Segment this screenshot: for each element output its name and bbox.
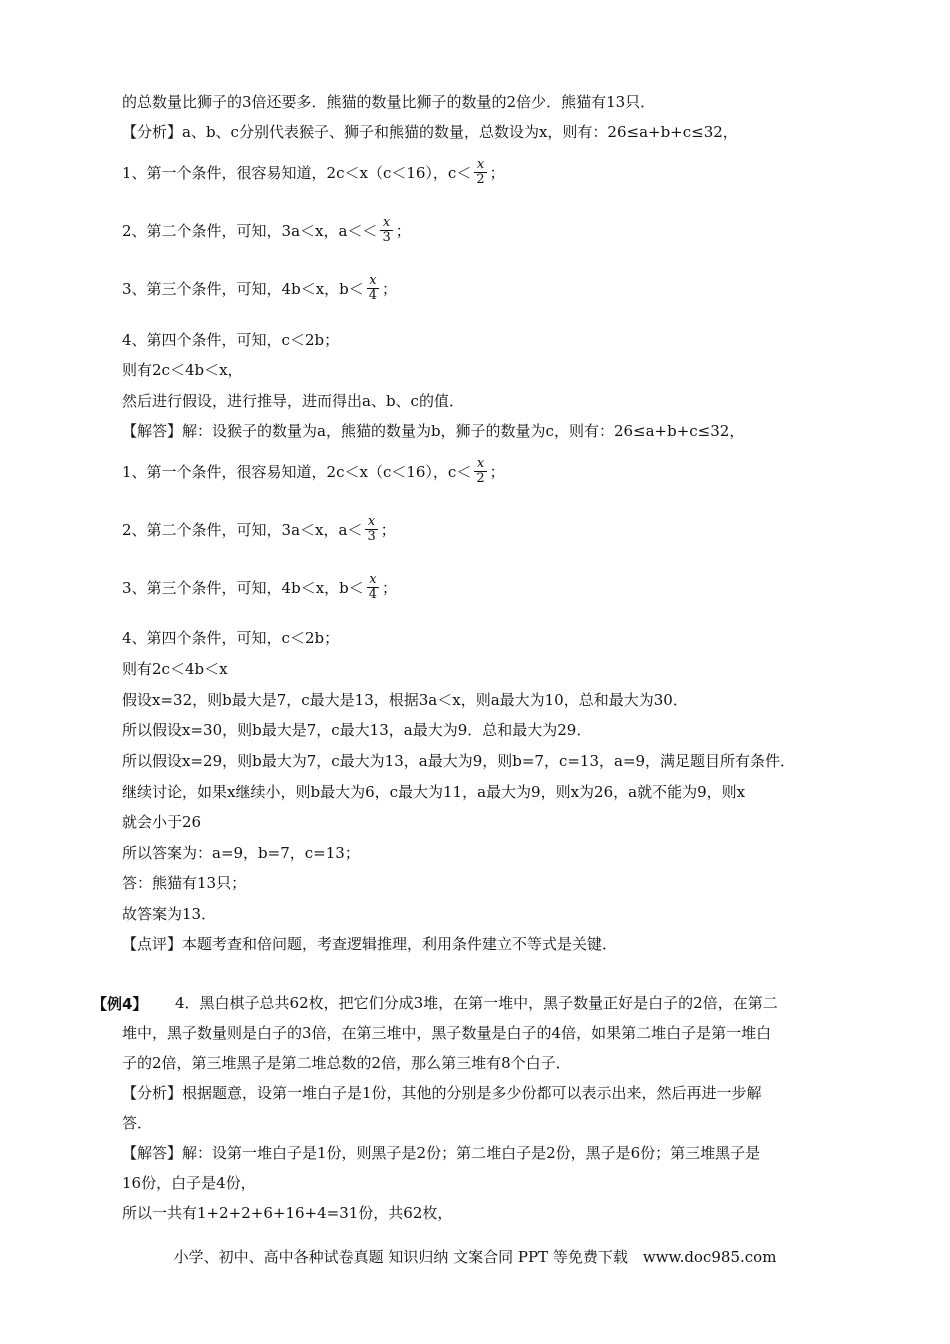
- text-line: 所以一共有1+2+2+6+16+4=31份，共62枚，: [122, 1204, 453, 1222]
- text-line: 假设x=32，则b最大是7，c最大是13，根据3a＜x，则a最大为10，总和最大为30．: [122, 691, 688, 709]
- condition-punct: ；: [489, 164, 505, 182]
- fraction: $\frac{x}{4}$: [368, 572, 378, 602]
- fraction: $\frac{x}{3}$: [367, 514, 376, 544]
- condition-text: 1、第一个条件，很容易知道，2c＜x（c＜16），c＜: [122, 463, 472, 481]
- text-line: 继续讨论，如果x继续小，则b最大为6，c最大为11，a最大为9，则x为26，a就不能为9，则x: [122, 783, 746, 801]
- analysis-heading-line: 【分析】a、b、c分别代表猴子、狮子和熊猫的数量，总数设为x，则有：26≤a+b+c≤32，: [122, 123, 738, 141]
- condition-text: 3、第三个条件，可知，4b＜x，b＜: [122, 579, 364, 597]
- text-line: 4．黑白棋子总共62枚，把它们分成3堆，在第一堆中，黑子数量正好是白子的2倍，在第二: [175, 994, 778, 1012]
- text-line: 就会小于26: [122, 813, 202, 831]
- analysis-condition-1: [122, 158, 505, 187]
- text-line: 【分析】根据题意，设第一堆白子是1份，其他的分别是多少份都可以表示出来，然后再进一步解: [122, 1084, 762, 1102]
- condition-text: 1、第一个条件，很容易知道，2c＜x（c＜16），c＜: [122, 164, 472, 182]
- text-line: 所以假设x=29，则b最大为7，c最大为13，a最大为9，则b=7，c=13，a=9，满足题目所有条件．: [122, 752, 796, 770]
- text-line: 【解答】解：设第一堆白子是1份，则黑子是2份；第二堆白子是2份，黑子是6份；第三堆黑子是: [122, 1144, 761, 1162]
- analysis-condition-2: [122, 216, 411, 245]
- text-line: 的总数量比狮子的3倍还要多．熊猫的数量比狮子的数量的2倍少．熊猫有13只．: [122, 93, 656, 111]
- answer-condition-2: [122, 515, 396, 544]
- page-footer: 小学、初中、高中各种试卷真题 知识归纳 文案合同 PPT 等免费下载 www.doc985.com: [173, 1248, 777, 1266]
- text-line: 子的2倍，第三堆黑子是第二堆总数的2倍，那么第三堆有8个白子．: [122, 1054, 571, 1072]
- text-line: 16份，白子是4份，: [122, 1174, 256, 1192]
- text-line: 答．: [122, 1114, 153, 1132]
- fraction: $\frac{x}{4}$: [368, 273, 378, 303]
- condition-punct: ；: [489, 463, 505, 481]
- text-line: 故答案为13．: [122, 905, 217, 923]
- condition-punct: ；: [380, 521, 396, 539]
- text-line: 4、第四个条件，可知，c＜2b；: [122, 331, 340, 349]
- condition-punct: ；: [395, 222, 411, 240]
- condition-text: 3、第三个条件，可知，4b＜x，b＜: [122, 280, 364, 298]
- fraction: $\frac{x}{2}$: [476, 157, 485, 187]
- solution-heading-line: 【解答】解：设猴子的数量为a，熊猫的数量为b，狮子的数量为c，则有：26≤a+b+c≤32，: [122, 422, 745, 440]
- text-line: 堆中，黑子数量则是白子的3倍，在第三堆中，黑子数量是白子的4倍，如果第二堆白子是第一堆白: [122, 1024, 772, 1042]
- text-line: 答：熊猫有13只；: [122, 874, 247, 892]
- fraction: $\frac{x}{3}$: [382, 215, 391, 245]
- analysis-condition-3: [122, 274, 397, 303]
- answer-condition-3: [122, 573, 397, 602]
- text-line: 4、第四个条件，可知，c＜2b；: [122, 629, 340, 647]
- condition-punct: ；: [382, 579, 398, 597]
- text-line: 则有2c＜4b＜x，: [122, 361, 243, 379]
- comment-line: 【点评】本题考查和倍问题，考查逻辑推理，利用条件建立不等式是关键．: [122, 935, 618, 953]
- example-label: 【例4】: [92, 995, 148, 1013]
- text-line: 然后进行假设，进行推导，进而得出a、b、c的值．: [122, 392, 464, 410]
- text-line: 所以答案为：a=9，b=7，c=13；: [122, 844, 360, 862]
- condition-text: 2、第二个条件，可知，3a＜x，a＜: [122, 521, 363, 539]
- text-line: 则有2c＜4b＜x: [122, 660, 228, 678]
- answer-condition-1: [122, 457, 505, 486]
- fraction: $\frac{x}{2}$: [476, 456, 485, 486]
- text-line: 所以假设x=30，则b最大是7，c最大13，a最大为9．总和最大为29．: [122, 721, 592, 739]
- condition-punct: ；: [382, 280, 398, 298]
- condition-text: 2、第二个条件，可知，3a＜x，a＜＜: [122, 222, 378, 240]
